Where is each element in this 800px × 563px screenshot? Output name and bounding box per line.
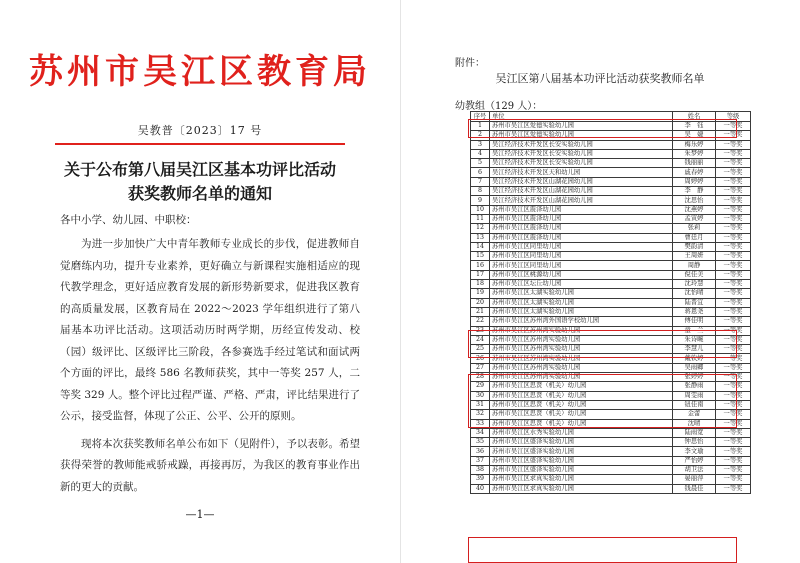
row-number: 35 bbox=[471, 438, 490, 447]
row-number: 26 bbox=[471, 354, 490, 363]
row-unit: 苏州市吴江区太湖实验幼儿园 bbox=[490, 289, 673, 298]
row-unit: 苏州市吴江区震泽幼儿园 bbox=[490, 205, 673, 214]
row-award: 一等奖 bbox=[716, 289, 751, 298]
table-row bbox=[471, 280, 751, 289]
row-unit: 吴江经济技术开发区天和幼儿园 bbox=[490, 168, 673, 177]
row-unit: 苏州市吴江区盛泽实验幼儿园 bbox=[490, 456, 673, 465]
table-row bbox=[471, 428, 751, 437]
row-award: 一等奖 bbox=[716, 214, 751, 223]
row-unit: 吴江经济技术开发区山湖花园幼儿园 bbox=[490, 196, 673, 205]
row-name: 陆雨宽 bbox=[673, 428, 716, 437]
row-award: 一等奖 bbox=[716, 363, 751, 372]
row-unit: 苏州市吴江区苏州湾实验幼儿园 bbox=[490, 335, 673, 344]
row-number: 15 bbox=[471, 252, 490, 261]
row-award: 一等奖 bbox=[716, 280, 751, 289]
row-award: 一等奖 bbox=[716, 307, 751, 316]
row-award: 一等奖 bbox=[716, 187, 751, 196]
page-number: —1— bbox=[185, 508, 215, 521]
table-row bbox=[471, 224, 751, 233]
row-name: 李 静 bbox=[673, 187, 716, 196]
row-number: 19 bbox=[471, 289, 490, 298]
row-name: 周静 bbox=[673, 261, 716, 270]
row-award: 一等奖 bbox=[716, 465, 751, 474]
row-unit: 苏州市吴江区苏州湾实验幼儿园 bbox=[490, 363, 673, 372]
row-number: 37 bbox=[471, 456, 490, 465]
table-row bbox=[471, 233, 751, 242]
body-paragraph-2: 现将本次获奖教师名单公布如下（见附件），予以表彰。希望获得荣誉的教师能戒骄戒躁，再接再厉，为我区的教育事业作出新的更大的贡献。 bbox=[60, 437, 360, 493]
table-row bbox=[471, 261, 751, 270]
row-number: 10 bbox=[471, 205, 490, 214]
row-name: 晏丽萍 bbox=[673, 475, 716, 484]
row-unit: 苏州市吴江区苏州湾实验幼儿园 bbox=[490, 326, 673, 335]
row-name: 沈晴 bbox=[673, 419, 716, 428]
row-unit: 苏州市吴江区坛丘幼儿园 bbox=[490, 280, 673, 289]
row-name: 吴 婕 bbox=[673, 131, 716, 140]
row-award: 一等奖 bbox=[716, 400, 751, 409]
table-row bbox=[471, 168, 751, 177]
row-name: 李慧儿 bbox=[673, 345, 716, 354]
highlight-box-rows-19-21 bbox=[468, 330, 737, 358]
row-unit: 吴江经济技术开发区长安实验幼儿园 bbox=[490, 159, 673, 168]
row-award: 一等奖 bbox=[716, 438, 751, 447]
row-unit: 苏州市吴江区苏州湾实验幼儿园 bbox=[490, 345, 673, 354]
row-name: 傅佳明 bbox=[673, 317, 716, 326]
row-award: 一等奖 bbox=[716, 252, 751, 261]
row-name: 童 兰 bbox=[673, 326, 716, 335]
row-name: 钟思怡 bbox=[673, 438, 716, 447]
table-row bbox=[471, 307, 751, 316]
row-name: 张莉 bbox=[673, 224, 716, 233]
row-number: 40 bbox=[471, 484, 490, 493]
table-row bbox=[471, 205, 751, 214]
table-row bbox=[471, 149, 751, 158]
row-name: 倪佳美 bbox=[673, 270, 716, 279]
row-award: 一等奖 bbox=[716, 475, 751, 484]
table-row bbox=[471, 298, 751, 307]
row-unit: 苏州市吴江区桃源幼儿园 bbox=[490, 270, 673, 279]
row-name: 李 钰 bbox=[673, 122, 716, 131]
row-award: 一等奖 bbox=[716, 224, 751, 233]
highlight-box-rows-38-40 bbox=[468, 537, 737, 563]
table-row bbox=[471, 317, 751, 326]
row-number: 17 bbox=[471, 270, 490, 279]
row-unit: 苏州市吴江区太湖实验幼儿园 bbox=[490, 298, 673, 307]
row-name: 李文瑜 bbox=[673, 447, 716, 456]
row-name: 孟寅婷 bbox=[673, 214, 716, 223]
header-name: 姓名 bbox=[673, 112, 716, 122]
row-award: 一等奖 bbox=[716, 140, 751, 149]
row-number: 38 bbox=[471, 465, 490, 474]
row-number: 18 bbox=[471, 280, 490, 289]
table-row bbox=[471, 447, 751, 456]
row-unit: 苏州市吴江区同里幼儿园 bbox=[490, 252, 673, 261]
row-award: 一等奖 bbox=[716, 419, 751, 428]
row-unit: 苏州市吴江区盛泽实验幼儿园 bbox=[490, 438, 673, 447]
row-award: 一等奖 bbox=[716, 242, 751, 251]
row-number: 31 bbox=[471, 400, 490, 409]
row-number: 7 bbox=[471, 177, 490, 186]
row-name: 朱梦婷 bbox=[673, 149, 716, 158]
row-name: 金蕾 bbox=[673, 410, 716, 419]
row-number: 24 bbox=[471, 335, 490, 344]
row-number: 3 bbox=[471, 140, 490, 149]
row-name: 王周妍 bbox=[673, 252, 716, 261]
row-award: 一等奖 bbox=[716, 131, 751, 140]
header-award: 等级 bbox=[716, 112, 751, 122]
row-name: 沈思怡 bbox=[673, 196, 716, 205]
row-name: 朱诗畹 bbox=[673, 335, 716, 344]
header-number: 序号 bbox=[471, 112, 490, 122]
row-unit: 苏州市吴江区苏州湾外国语学校幼儿园 bbox=[490, 317, 673, 326]
row-number: 8 bbox=[471, 187, 490, 196]
row-name: 沈玲慧 bbox=[673, 280, 716, 289]
table-body bbox=[471, 122, 751, 494]
row-number: 39 bbox=[471, 475, 490, 484]
row-award: 一等奖 bbox=[716, 168, 751, 177]
row-unit: 苏州市吴江区思贤（机关）幼儿园 bbox=[490, 410, 673, 419]
body-paragraph-1: 为进一步加快广大中青年教师专业成长的步伐，促进教师自觉磨练内功，提升专业素养，更好确立与新课程实施相适应的现代教学理念，更好适应教育发展的新形势新要求，促进我区教育的高质量发展，区教育局在 2022～2023 学年组织进行了第八届基本功评比活动。这项活动历时两学期，历经宣传发动、校（园）级评比、区级评比三阶段，各参赛选手经过笔试和面试两个方面的评比，最终 586 名教师获奖，其中一等奖 257 人，二等奖 329 人。整个评比过程严谨、严格、严肃，评比结果进行了公示，接受监督，体现了公正、公平、公开的原则。 bbox=[60, 238, 360, 422]
row-unit: 苏州市吴江区盛泽实验幼儿园 bbox=[490, 465, 673, 474]
row-award: 一等奖 bbox=[716, 456, 751, 465]
row-award: 一等奖 bbox=[716, 335, 751, 344]
row-number: 32 bbox=[471, 410, 490, 419]
row-name: 周雯雨 bbox=[673, 391, 716, 400]
row-name: 沈怡晴 bbox=[673, 289, 716, 298]
row-unit: 苏州市吴江区爱德实验幼儿园 bbox=[490, 122, 673, 131]
red-divider bbox=[55, 143, 345, 145]
row-name: 戴钦婷 bbox=[673, 354, 716, 363]
row-unit: 吴江经济技术开发区山湖花园幼儿园 bbox=[490, 177, 673, 186]
row-name: 张静雨 bbox=[673, 382, 716, 391]
row-award: 一等奖 bbox=[716, 298, 751, 307]
row-award: 一等奖 bbox=[716, 233, 751, 242]
row-name: 陆晋宜 bbox=[673, 298, 716, 307]
document-number: 吴教普〔2023〕17 号 bbox=[137, 124, 263, 137]
row-unit: 苏州市吴江区震泽幼儿园 bbox=[490, 233, 673, 242]
row-unit: 吴江经济技术开发区长安实验幼儿园 bbox=[490, 140, 673, 149]
row-unit: 苏州市吴江区同里幼儿园 bbox=[490, 261, 673, 270]
row-award: 一等奖 bbox=[716, 354, 751, 363]
row-name: 吴雨卿 bbox=[673, 363, 716, 372]
row-number: 21 bbox=[471, 307, 490, 316]
row-award: 一等奖 bbox=[716, 326, 751, 335]
row-number: 22 bbox=[471, 317, 490, 326]
row-award: 一等奖 bbox=[716, 196, 751, 205]
row-name: 钱晨佳 bbox=[673, 484, 716, 493]
table-row bbox=[471, 289, 751, 298]
row-award: 一等奖 bbox=[716, 345, 751, 354]
row-number: 29 bbox=[471, 382, 490, 391]
row-unit: 吴江经济技术开发区山湖花园幼儿园 bbox=[490, 187, 673, 196]
row-award: 一等奖 bbox=[716, 317, 751, 326]
row-number: 14 bbox=[471, 242, 490, 251]
award-table bbox=[470, 111, 751, 494]
notice-title-line-2: 获奖教师名单的通知 bbox=[127, 184, 272, 203]
masthead-title: 苏州市吴江区教育局 bbox=[29, 52, 371, 92]
row-number: 23 bbox=[471, 326, 490, 335]
row-unit: 苏州市吴江区苏州湾实验幼儿园 bbox=[490, 373, 673, 382]
row-unit: 苏州市吴江区思贤（机关）幼儿园 bbox=[490, 391, 673, 400]
row-unit: 苏州市吴江区苏州湾实验幼儿园 bbox=[490, 354, 673, 363]
row-name: 蒋恩尧 bbox=[673, 307, 716, 316]
row-award: 一等奖 bbox=[716, 382, 751, 391]
row-number: 11 bbox=[471, 214, 490, 223]
table-row bbox=[471, 484, 751, 493]
row-name: 胡卫法 bbox=[673, 465, 716, 474]
row-unit: 苏州市吴江区盛泽实验幼儿园 bbox=[490, 447, 673, 456]
row-award: 一等奖 bbox=[716, 177, 751, 186]
row-unit: 苏州市吴江区思贤（机关）幼儿园 bbox=[490, 382, 673, 391]
table-row bbox=[471, 177, 751, 186]
row-number: 25 bbox=[471, 345, 490, 354]
row-unit: 吴江经济技术开发区长安实验幼儿园 bbox=[490, 149, 673, 158]
row-number: 4 bbox=[471, 149, 490, 158]
row-name: 樊韵清 bbox=[673, 242, 716, 251]
row-name: 钮佳南 bbox=[673, 400, 716, 409]
row-award: 一等奖 bbox=[716, 122, 751, 131]
row-number: 1 bbox=[471, 122, 490, 131]
row-number: 30 bbox=[471, 391, 490, 400]
table-row bbox=[471, 465, 751, 474]
row-award: 一等奖 bbox=[716, 159, 751, 168]
row-number: 33 bbox=[471, 419, 490, 428]
row-unit: 苏州市吴江区太湖实验幼儿园 bbox=[490, 307, 673, 316]
row-unit: 苏州市吴江区震泽幼儿园 bbox=[490, 214, 673, 223]
table-row bbox=[471, 159, 751, 168]
table-row bbox=[471, 242, 751, 251]
row-unit: 苏州市吴江区思贤（机关）幼儿园 bbox=[490, 419, 673, 428]
row-number: 12 bbox=[471, 224, 490, 233]
table-row bbox=[471, 363, 751, 372]
row-name: 严怡婷 bbox=[673, 456, 716, 465]
row-award: 一等奖 bbox=[716, 410, 751, 419]
row-unit: 苏州市吴江区思贤（机关）幼儿园 bbox=[490, 400, 673, 409]
row-number: 28 bbox=[471, 373, 490, 382]
row-name: 张婷婷 bbox=[673, 373, 716, 382]
table-row bbox=[471, 214, 751, 223]
row-number: 34 bbox=[471, 428, 490, 437]
table-row bbox=[471, 196, 751, 205]
row-unit: 苏州市吴江区求真实验幼儿园 bbox=[490, 484, 673, 493]
row-name: 曹廷月 bbox=[673, 233, 716, 242]
row-name: 钱丽丽 bbox=[673, 159, 716, 168]
table-row bbox=[471, 475, 751, 484]
notice-body bbox=[60, 234, 360, 498]
table-row bbox=[471, 187, 751, 196]
group-label: 幼教组（129 人）： bbox=[455, 101, 543, 112]
row-award: 一等奖 bbox=[716, 261, 751, 270]
attachment-title: 吴江区第八届基本功评比活动获奖教师名单 bbox=[495, 72, 705, 85]
row-number: 36 bbox=[471, 447, 490, 456]
notice-title-line-1: 关于公布第八届吴江区基本功评比活动 bbox=[63, 160, 336, 179]
row-name: 梅乐婷 bbox=[673, 140, 716, 149]
table-row bbox=[471, 140, 751, 149]
row-number: 20 bbox=[471, 298, 490, 307]
row-award: 一等奖 bbox=[716, 484, 751, 493]
row-unit: 苏州市吴江区求真实验幼儿园 bbox=[490, 475, 673, 484]
table-row bbox=[471, 270, 751, 279]
row-award: 一等奖 bbox=[716, 391, 751, 400]
row-number: 13 bbox=[471, 233, 490, 242]
row-unit: 苏州市吴江区水秀实验幼儿园 bbox=[490, 428, 673, 437]
row-number: 27 bbox=[471, 363, 490, 372]
row-award: 一等奖 bbox=[716, 373, 751, 382]
row-name: 戚春婷 bbox=[673, 168, 716, 177]
row-unit: 苏州市吴江区震泽幼儿园 bbox=[490, 224, 673, 233]
notice-title bbox=[40, 158, 360, 206]
row-name: 周婷婷 bbox=[673, 177, 716, 186]
row-number: 16 bbox=[471, 261, 490, 270]
row-number: 5 bbox=[471, 159, 490, 168]
header-unit: 单位 bbox=[490, 112, 673, 122]
row-award: 一等奖 bbox=[716, 447, 751, 456]
row-number: 2 bbox=[471, 131, 490, 140]
table-row bbox=[471, 438, 751, 447]
row-award: 一等奖 bbox=[716, 428, 751, 437]
attachment-label: 附件： bbox=[455, 58, 485, 69]
row-number: 6 bbox=[471, 168, 490, 177]
salutation: 各中小学、幼儿园、中职校： bbox=[60, 214, 197, 226]
row-name: 沈燕婷 bbox=[673, 205, 716, 214]
row-unit: 苏州市吴江区同里幼儿园 bbox=[490, 242, 673, 251]
table-row bbox=[471, 252, 751, 261]
highlight-box-rows-1-2 bbox=[468, 119, 737, 138]
row-number: 9 bbox=[471, 196, 490, 205]
row-award: 一等奖 bbox=[716, 149, 751, 158]
row-unit: 苏州市吴江区爱德实验幼儿园 bbox=[490, 131, 673, 140]
row-award: 一等奖 bbox=[716, 205, 751, 214]
table-row bbox=[471, 456, 751, 465]
highlight-box-rows-23-27 bbox=[468, 374, 737, 428]
row-award: 一等奖 bbox=[716, 270, 751, 279]
